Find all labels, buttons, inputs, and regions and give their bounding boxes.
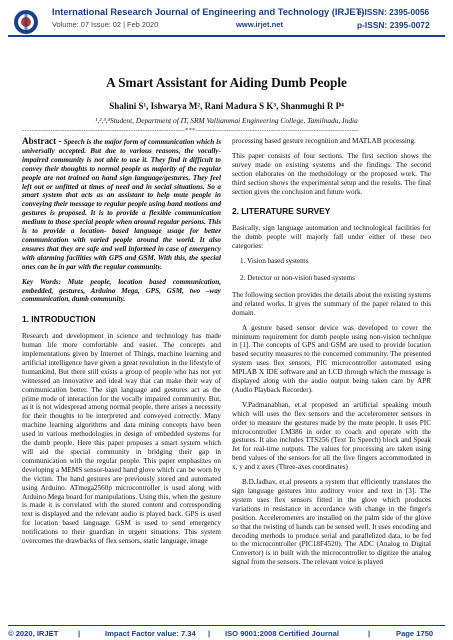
page-number: Page 1750 [396,629,434,638]
page-footer [0,629,453,640]
abstract [22,137,221,272]
journal-header [0,0,453,42]
continued-text: processing based gesture recognition and MATLAB processing. [232,137,416,145]
paper-outline: This paper consists of four sections. The first section shows the survey made on existing systems and the findings. The second section elaborates on the methodology or the proposed work. The third section shows the experimental setup and the results. The final section gives the conclusion and future work. [232,151,431,196]
e-issn: e-ISSN: 2395-0056 [357,7,430,17]
literature-intro: Basically, sign language automation and technological facilities for the dumb people will majorly fall under either of these two categories: [232,224,431,251]
footer-rule [8,625,445,626]
volume-issue: Volume: 07 Issue: 02 | Feb 2020 [52,20,159,29]
list-item: 2. Detector or non-vision based systems [240,273,355,282]
p-issn: p-ISSN: 2395-0072 [357,20,430,30]
header-rule [8,35,445,37]
paper-title: A Smart Assistant for Aiding Dumb People [106,75,347,90]
literature-paragraph: B.D.Jadhav, et.al presents a system that efficiently translates the sign language gestures into auditory voice and text in [3]. The system uses flex sensors fitted in the glove which produces variations in resistance in accordance with change in the finger's position. Accelerometers are installed on the palm side of the glove so that the twisting of hands can be sensed well. It uses encoding and decoding methods to produce serial and parallelized data, to be fed to the microcontroller (PIC18F4520). The ADC (Analog to Digital Convertor) is in built with the microcontroller to digitize the analog signal from the sensors. The relevant voice is played [232,478,431,567]
keywords: Key Words: Mute people, location based communication, embedded, gestures, Arduino Mega, GPS, GSM, two –way communication, dumb community. [22,277,221,304]
footer-divider: | [208,629,211,638]
left-column [22,137,221,552]
section-heading-literature: 2. LITERATURE SURVEY [232,206,331,217]
section-heading-introduction: 1. INTRODUCTION [22,314,96,325]
footer-iso: ISO 9001:2008 Certified Journal [225,629,339,638]
footer-divider: | [368,629,371,638]
abstract-heading: Abstract - [22,136,62,146]
paper-authors: Shalini S¹, Ishwarya M², Rani Madura S K³, Shanmughi R P⁴ [109,101,344,111]
abstract-text: Speech is the major form of communication which is universally accepted. But due to various reasons, the vocally-impaired community is not able to use it. They find it difficult to convey their thoughts to normal people as majority of the regular people are not trained on hand sign language/gestures. They feel left out or unfitted at times of need and in social situations. So a smart system that acts as an assistant to help mute people in conveying their message to regular people using hand motions and gestures is proposed. It is to provide a flexible communication medium to those special people when around regular persons. This is to provide a location- based language usage for better communication with varied people around the world. It also ensures that they are safe and well informed in case of emergency with alarming facilities with GPS and GSM. With this, the special ones can be in par with the regular community. [22,138,222,271]
literature-follow: The following section provides the details about the existing systems and related works. It gives the summary of the paper related to this domain. [232,290,431,317]
title-separator: ---------------------------------------------------------------------***--------------------------------------------------------------------- [22,127,359,134]
journal-website: www.irjet.net [236,20,283,29]
literature-paragraph: V.Padmanabhan, et.al proposed an artificial speaking mouth which will uses the flex sensors and the accelerometer sensors in order to measure the gestures made by the mute people. It uses PIC microcontroller LM386 in order to coach and operate with the gestures. It also includes TTS256 (Text To Speech) block and Speak Jet for real-time outputs. The values for processing are taken using bend values of the sensors for all the five fingers accommodated in x, y and z axes (Three-axes coordinates) [232,400,431,472]
introduction-text: Research and development in science and technology has made human life more comfortable and easier. The concepts and implementations given by Internet of Things, machine learning and artificial intelligence have given a great revolution in the lifestyle of humankind. But there still exists a group of people who has not yet witnessed an innovative and ideal way that can make their way of communication better. The sign language and gestures act as the prime mode of interaction for the vocally impaired community. But, as it is not widespread among normal people, there arises a necessity for their thoughts to be interpreted and conveyed correctly. Many machine learning algorithms and data mining concepts have been used in various methodologies in design of embedded systems for the dumb people. Here this paper proposes a smart system which will aid the special community in bridging their gap in communication with the regular people. This paper emphasizes on developing a MEMS sensor-based hand glove which can be worn by the victim. The hand gestures are previously stored and automated using Arduino. ATmega2560p microcontroller is used along with Arduino Mega board for manipulations. Using this, when the gesture is made it is correlated with the stored content and corresponding text is displayed and the relevant audio is played back. GPS is used for location based language. GSM is used to send emergency notifications to their guardian in urgent situations. This system overcomes the drawbacks of flex sensors, static language, image [22,332,221,546]
footer-copyright: © 2020, IRJET [8,629,59,638]
literature-paragraph: A gesture based sensor device was developed to cover the minimum requirement for dumb people using non-vision technique in [1]. The concepts of GPS and GSM are used to provide location based security measures to the concerned community. The presented system uses flex sensors, PIC microcontroller automated using MPLAB X IDE software and an LCD through which the message is displayed along with the audio output being taken care by APR (Audio Playback Recorder). [232,323,431,394]
footer-impact-factor: Impact Factor value: 7.34 [105,629,196,638]
journal-title: International Research Journal of Engineering and Technology (IRJET) [52,7,365,17]
footer-divider: | [78,629,81,638]
right-column [232,137,431,573]
paper-affiliation: ¹,²,³,⁴Student, Department of IT, SRM Valliammai Engineering College, Tamilnadu, India [95,116,358,125]
list-item: 1. Vision based systems [240,257,309,266]
irjet-logo [13,9,39,35]
